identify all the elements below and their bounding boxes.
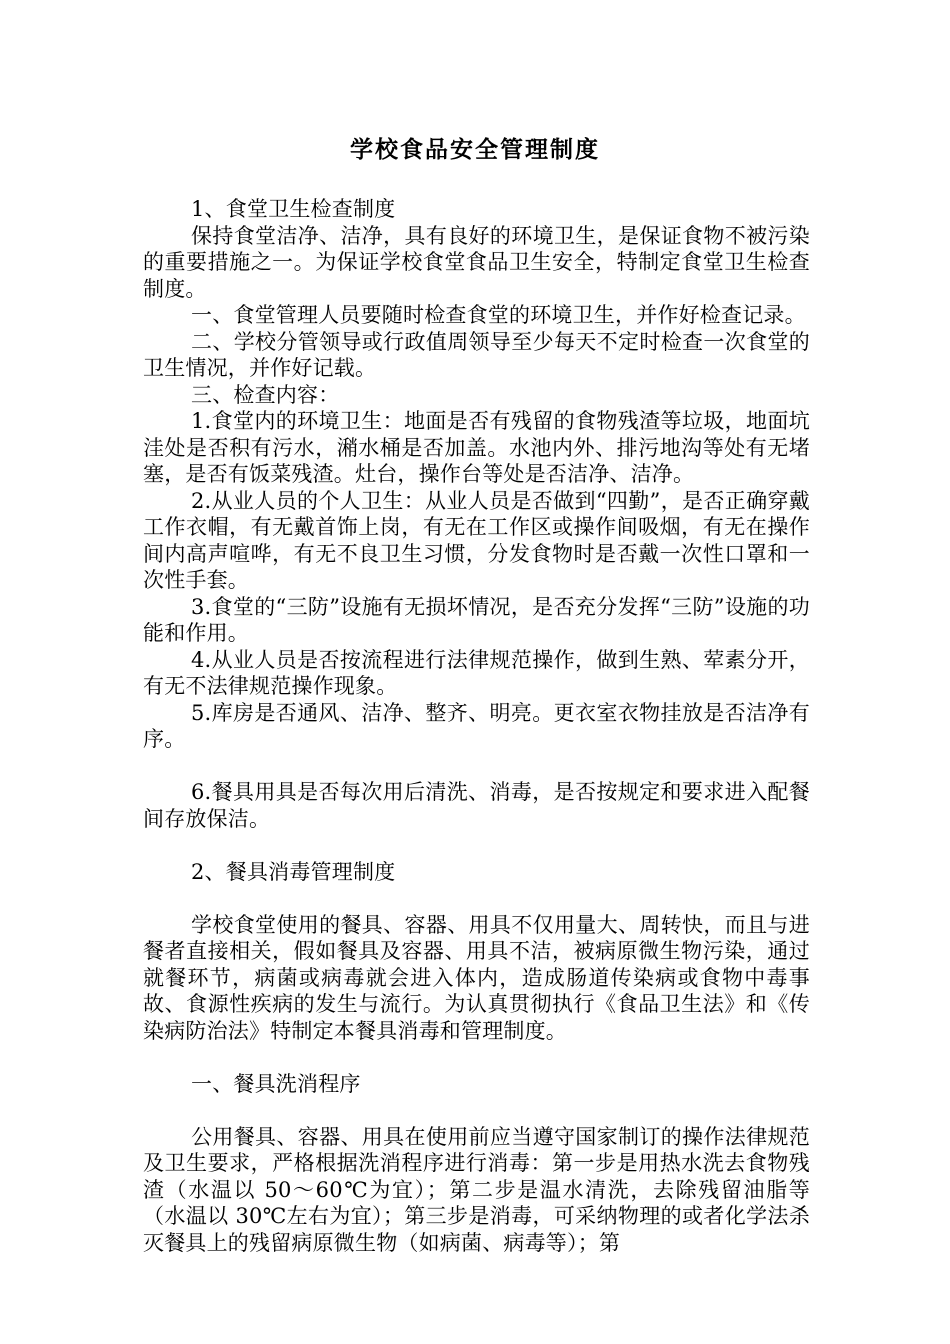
paragraph: 保持食堂洁净、洁净，具有良好的环境卫生，是保证食物不被污染的重要措施之一。为保证学校食堂食品卫生安全，特制定食堂卫生检查制度。 <box>143 223 810 301</box>
list-item: 6.餐具用具是否每次用后清洗、消毒，是否按规定和要求进入配餐间存放保洁。 <box>143 780 810 831</box>
spacer <box>143 753 810 780</box>
paragraph: 三、检查内容： <box>191 382 340 407</box>
list-item: 3.食堂的“三防”设施有无损坏情况，是否充分发挥“三防”设施的功能和作用。 <box>143 594 810 645</box>
subsection-heading: 一、餐具洗消程序 <box>191 1071 361 1096</box>
list-item: 2.从业人员的个人卫生：从业人员是否做到“四勤”，是否正确穿戴工作衣帽，有无戴首饰上岗，有无在工作区或操作间吸烟，有无在操作间内高声喧哗，有无不良卫生习惯，分发食物时是否戴一次性口罩和一次性手套。 <box>143 488 810 592</box>
paragraph: 公用餐具、容器、用具在使用前应当遵守国家制订的操作法律规范及卫生要求，严格根据洗消程序进行消毒：第一步是用热水洗去食物残渣（水温以 50～60℃为宜）；第二步是温水清洗，去除残留油脂等（水温以 30℃左右为宜）；第三步是消毒，可采纳物理的或者化学法杀灭餐具上的残留病原微生物（如病菌、病毒等）；第 <box>143 1124 810 1255</box>
list-item: 5.库房是否通风、洁净、整齐、明亮。更衣室衣物挂放是否洁净有序。 <box>143 700 810 751</box>
paragraph: 一、食堂管理人员要随时检查食堂的环境卫生，并作好检查记录。 <box>191 303 806 327</box>
spacer <box>143 1097 810 1124</box>
spacer <box>143 1044 810 1071</box>
paragraph: 二、学校分管领导或行政值周领导至少每天不定时检查一次食堂的卫生情况，并作好记载。 <box>143 329 810 380</box>
spacer <box>143 885 810 912</box>
document-body <box>143 196 810 1256</box>
list-item: 4.从业人员是否按流程进行法律规范操作，做到生熟、荤素分开，有无不法律规范操作现象。 <box>143 647 810 698</box>
document-title: 学校食品安全管理制度 <box>350 137 600 163</box>
list-item: 1.食堂内的环境卫生：地面是否有残留的食物残渣等垃圾，地面坑洼处是否积有污水，潲水桶是否加盖。水池内外、排污地沟等处有无堵塞，是否有饭菜残渣。灶台，操作台等处是否洁净、洁净。 <box>143 409 810 486</box>
spacer <box>143 832 810 859</box>
section-heading-1: 1、食堂卫生检查制度 <box>191 197 396 221</box>
section-heading-2: 2、餐具消毒管理制度 <box>191 859 396 884</box>
paragraph: 学校食堂使用的餐具、容器、用具不仅用量大、周转快，而且与进餐者直接相关，假如餐具及容器、用具不洁，被病原微生物污染，通过就餐环节，病菌或病毒就会进入体内，造成肠道传染病或食物中毒事故、食源性疾病的发生与流行。为认真贯彻执行《食品卫生法》和《传染病防治法》特制定本餐具消毒和管理制度。 <box>143 912 810 1043</box>
